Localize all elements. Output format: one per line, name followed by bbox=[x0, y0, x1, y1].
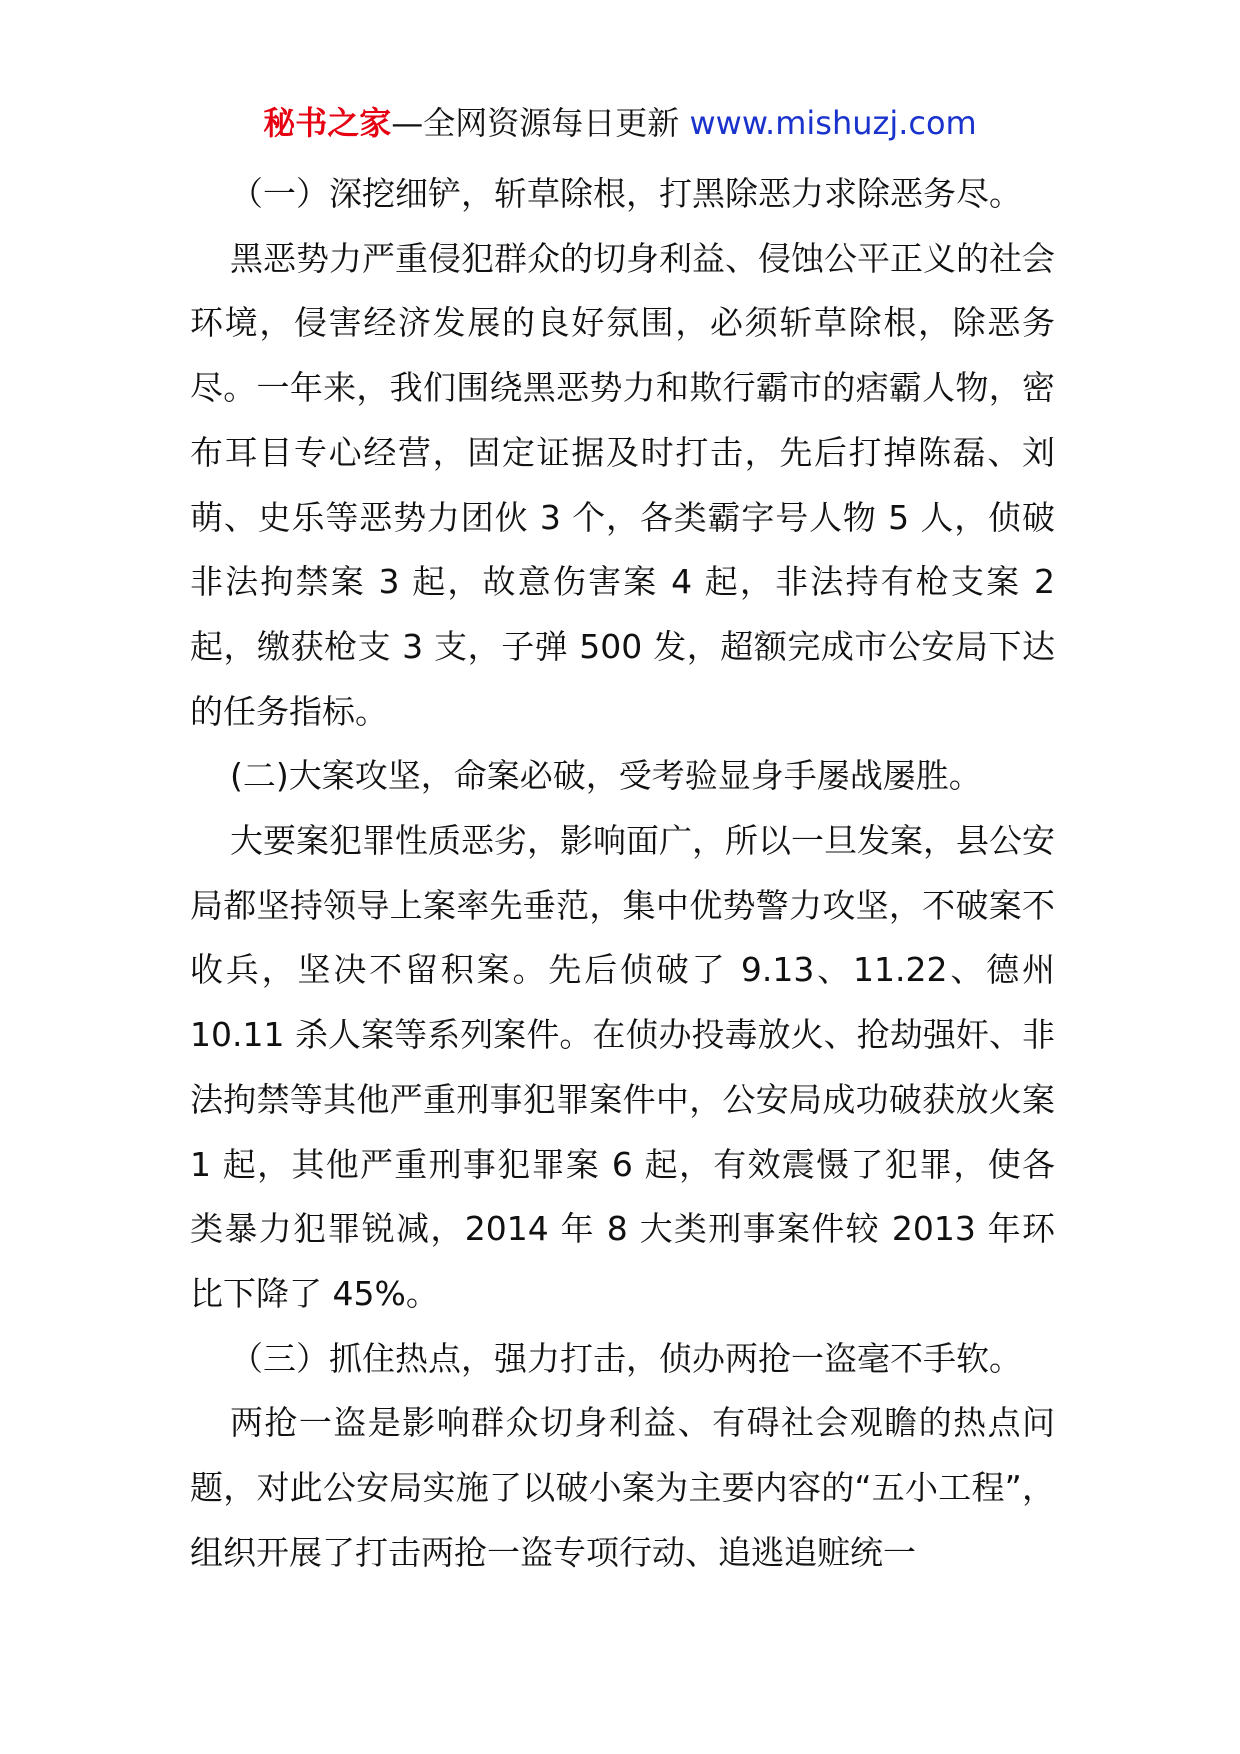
site-tagline: —全网资源每日更新 bbox=[391, 104, 690, 142]
document-body bbox=[190, 162, 1055, 1585]
body-paragraph-3: 两抢一盗是影响群众切身利益、有碍社会观瞻的热点问题，对此公安局实施了以破小案为主要内容的“五小工程”，组织开展了打击两抢一盗专项行动、追逃追赃统一 bbox=[190, 1403, 1055, 1572]
body-paragraph-2: 大要案犯罪性质恶劣，影响面广，所以一旦发案，县公安局都坚持领导上案率先垂范，集中优势警力攻坚，不破案不收兵，坚决不留积案。先后侦破了 9.13、11.22、德州 10.11 杀人案等系列案件。在侦办投毒放火、抢劫强奸、非法拘禁等其他严重刑事犯罪案件中，公安局成功破获放火案 1 起，其他严重刑事犯罪案 6 起，有效震慑了犯罪，使各类暴力犯罪锐减，2014 年 8 大类刑事案件较 2013 年环比下降了 45%。 bbox=[190, 821, 1055, 1313]
site-header bbox=[0, 100, 1240, 146]
section-heading-2: (二)大案攻坚，命案必破，受考验显身手屡战屡胜。 bbox=[230, 756, 982, 796]
site-url-link[interactable]: www.mishuzj.com bbox=[689, 104, 977, 142]
section-heading-3: （三）抓住热点，强力打击，侦办两抢一盗毫不手软。 bbox=[230, 1338, 1022, 1378]
site-brand: 秘书之家 bbox=[263, 104, 392, 142]
body-paragraph-1: 黑恶势力严重侵犯群众的切身利益、侵蚀公平正义的社会环境，侵害经济发展的良好氛围，必须斩草除根，除恶务尽。一年来，我们围绕黑恶势力和欺行霸市的痞霸人物，密布耳目专心经营，固定证据及时打击，先后打掉陈磊、刘萌、史乐等恶势力团伙 3 个，各类霸字号人物 5 人，侦破非法拘禁案 3 起，故意伤害案 4 起，非法持有枪支案 2 起，缴获枪支 3 支，子弹 500 发，超额完成市公安局下达的任务指标。 bbox=[190, 238, 1055, 731]
section-heading-1: （一）深挖细铲，斩草除根，打黑除恶力求除恶务尽。 bbox=[230, 174, 1022, 213]
